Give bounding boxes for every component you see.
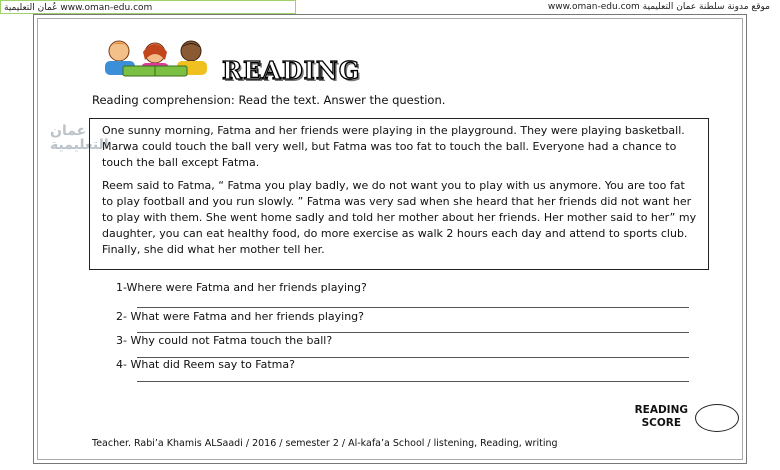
reading-title: READING bbox=[222, 56, 361, 85]
site-banner-right-text: www.oman-edu.com موقع مدونة سلطنة عمان التعليمية bbox=[547, 2, 770, 12]
passage-paragraph-2: Reem said to Fatma, “ Fatma you play badly, we do not want you to play with us anymore. You are too fat to play football and you run slowly. ” Fatma was very sad when she heard that her friends did not want her to play with them. She went home sadly and told her mother about her friends. Her mother said to her” my daughter, you can eat healthy food, do more exercise as walk 2 hours each day and attend to sports club. Finally, she did what her mother tell her. bbox=[102, 178, 697, 257]
watermark-line-1: عمان bbox=[50, 123, 87, 139]
site-banner-left bbox=[0, 0, 296, 14]
answer-line-2 bbox=[137, 332, 689, 333]
site-banner-right bbox=[548, 1, 770, 13]
reading-kids-illustration bbox=[95, 40, 215, 80]
answer-line-4 bbox=[137, 381, 689, 382]
teacher-footer: Teacher. Rabi’a Khamis ALSaadi / 2016 / semester 2 / Al-kafa’a School / listening, Reading, writing bbox=[92, 438, 558, 449]
question-1: 1-Where were Fatma and her friends playing? bbox=[116, 281, 367, 294]
question-2: 2- What were Fatma and her friends playing? bbox=[116, 310, 364, 323]
reading-score-label bbox=[635, 404, 688, 430]
question-3: 3- Why could not Fatma touch the ball? bbox=[116, 334, 333, 347]
score-label-line-1: READING bbox=[634, 404, 688, 416]
reading-passage bbox=[89, 118, 709, 270]
instruction-text: Reading comprehension: Read the text. Answer the question. bbox=[92, 93, 446, 107]
question-4: 4- What did Reem say to Fatma? bbox=[116, 358, 295, 371]
passage-paragraph-1: One sunny morning, Fatma and her friends were playing in the playground. They were playing basketball. Marwa could touch the ball very well, but Fatma was too fat to touch the ball. Everyone had a chance to touch the ball except Fatma. bbox=[102, 124, 685, 170]
watermark-line-2: التعليمية bbox=[50, 137, 109, 153]
score-circle[interactable] bbox=[695, 404, 739, 432]
site-banner-left-text: عُمان التعليمية www.oman-edu.com bbox=[4, 3, 153, 13]
answer-line-1 bbox=[137, 307, 689, 308]
score-label-line-2: SCORE bbox=[641, 417, 682, 429]
